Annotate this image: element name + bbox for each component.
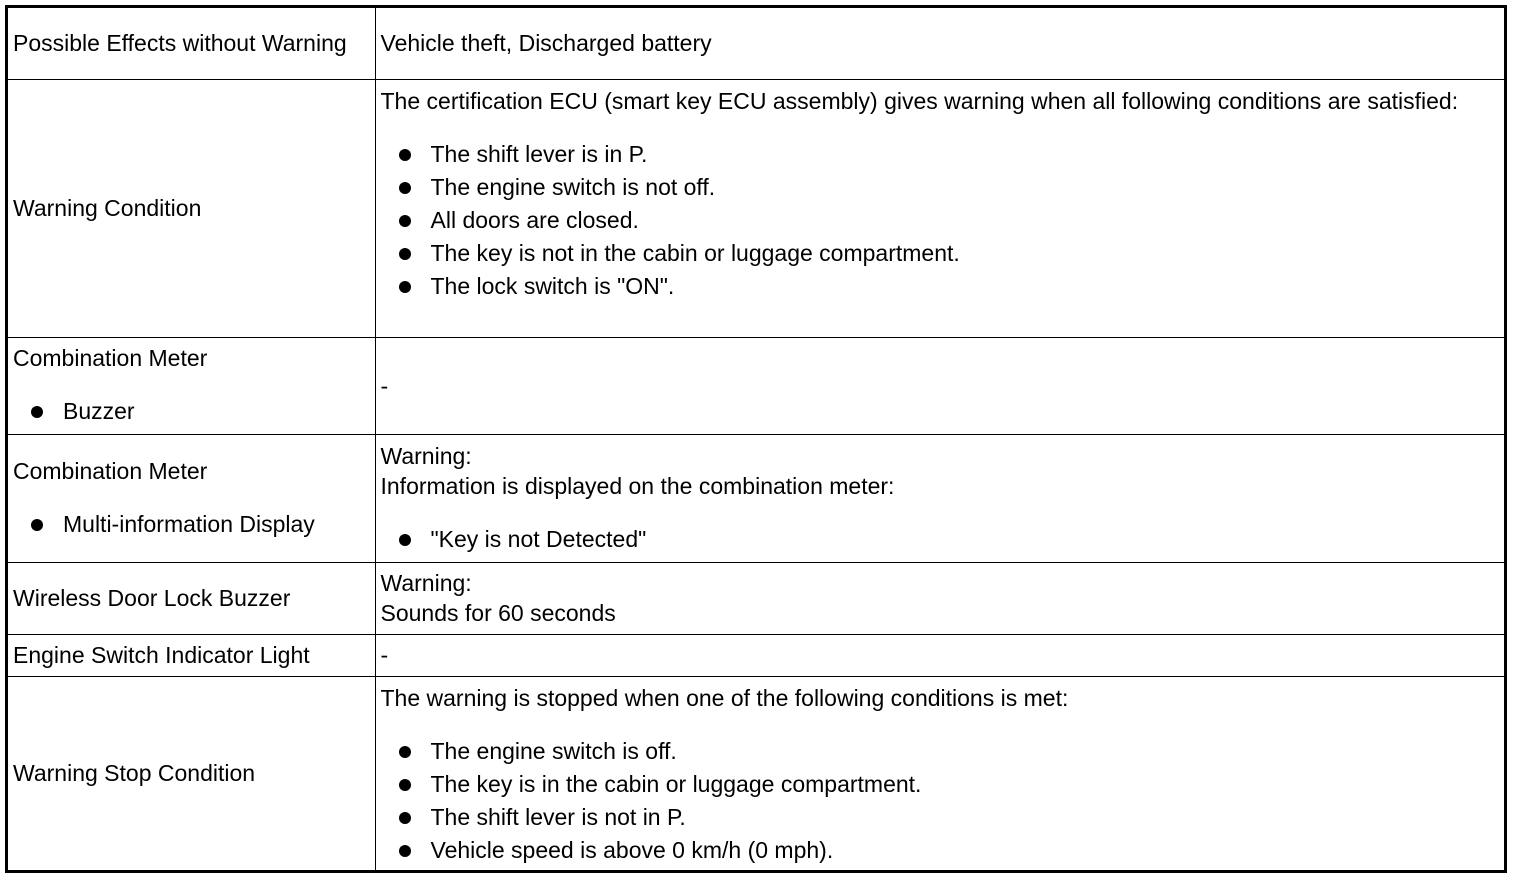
- list-item: All doors are closed.: [381, 204, 1500, 237]
- table-row: [8, 562, 1504, 634]
- list-item: The key is in the cabin or luggage compartment.: [381, 768, 1500, 801]
- label-sub-list: [13, 508, 370, 541]
- row-label-cell: [8, 562, 375, 634]
- list-item: The key is not in the cabin or luggage compartment.: [381, 237, 1500, 270]
- table-row: [8, 8, 1504, 79]
- warning-text: Sounds for 60 seconds: [380, 600, 616, 626]
- table-row: [8, 634, 1504, 676]
- list-item: Multi-information Display: [13, 508, 370, 541]
- condition-intro: The certification ECU (smart key ECU assembly) gives warning when all following conditions are satisfied:: [380, 87, 1459, 114]
- warning-spec-table-container: [5, 5, 1507, 873]
- warning-label: Warning:: [380, 442, 472, 469]
- table-row: [8, 337, 1504, 434]
- bullet-icon: [399, 281, 411, 293]
- row-label-cell: [8, 79, 375, 337]
- row-label-cell: [8, 434, 375, 562]
- warning-spec-table: [8, 8, 1504, 870]
- row-label: Possible Effects without Warning: [13, 30, 347, 57]
- bullet-icon: [399, 248, 411, 260]
- row-value-cell: [375, 634, 1504, 676]
- row-value: -: [380, 372, 389, 399]
- stop-condition-intro: The warning is stopped when one of the following conditions is met:: [380, 684, 1069, 711]
- bullet-icon: [399, 534, 411, 546]
- row-value: Vehicle theft, Discharged battery: [380, 30, 712, 57]
- row-label-cell: [8, 634, 375, 676]
- row-label: Warning Condition: [13, 195, 202, 221]
- bullet-icon: [31, 519, 43, 531]
- bullet-icon: [399, 845, 411, 857]
- warning-text: Information is displayed on the combination meter:: [380, 472, 895, 499]
- list-item: Buzzer: [13, 395, 370, 428]
- row-value: -: [380, 642, 389, 668]
- row-value-cell: [375, 337, 1504, 434]
- label-sub-list: [13, 395, 370, 428]
- bullet-icon: [399, 812, 411, 824]
- list-item: The shift lever is in P.: [381, 138, 1500, 171]
- list-item: The engine switch is off.: [381, 735, 1500, 768]
- row-label: Warning Stop Condition: [13, 760, 256, 787]
- row-label-cell: [8, 337, 375, 434]
- bullet-icon: [399, 779, 411, 791]
- row-label-cell: [8, 676, 375, 870]
- row-label: Engine Switch Indicator Light: [13, 642, 310, 668]
- list-item: The shift lever is not in P.: [381, 801, 1500, 834]
- bullet-icon: [399, 215, 411, 227]
- bullet-icon: [399, 149, 411, 161]
- row-label: Combination Meter: [13, 345, 208, 371]
- row-value-cell: [375, 562, 1504, 634]
- list-item: The engine switch is not off.: [381, 171, 1500, 204]
- list-item: Vehicle speed is above 0 km/h (0 mph).: [381, 834, 1500, 867]
- bullet-icon: [399, 182, 411, 194]
- bullet-icon: [399, 746, 411, 758]
- warning-label: Warning:: [380, 570, 472, 596]
- row-label: Wireless Door Lock Buzzer: [13, 585, 291, 611]
- row-value-cell: [375, 79, 1504, 337]
- stop-condition-list: [381, 735, 1500, 867]
- table-row: [8, 434, 1504, 562]
- list-item: The lock switch is "ON".: [381, 270, 1500, 303]
- row-label-cell: [8, 8, 375, 79]
- bullet-icon: [31, 406, 43, 418]
- condition-list: [381, 138, 1500, 303]
- table-row: [8, 79, 1504, 337]
- row-value-cell: [375, 676, 1504, 870]
- list-item: "Key is not Detected": [381, 523, 1500, 556]
- row-value-cell: [375, 8, 1504, 79]
- row-label: Combination Meter: [13, 457, 208, 484]
- message-list: [381, 523, 1500, 556]
- table-row: [8, 676, 1504, 870]
- row-value-cell: [375, 434, 1504, 562]
